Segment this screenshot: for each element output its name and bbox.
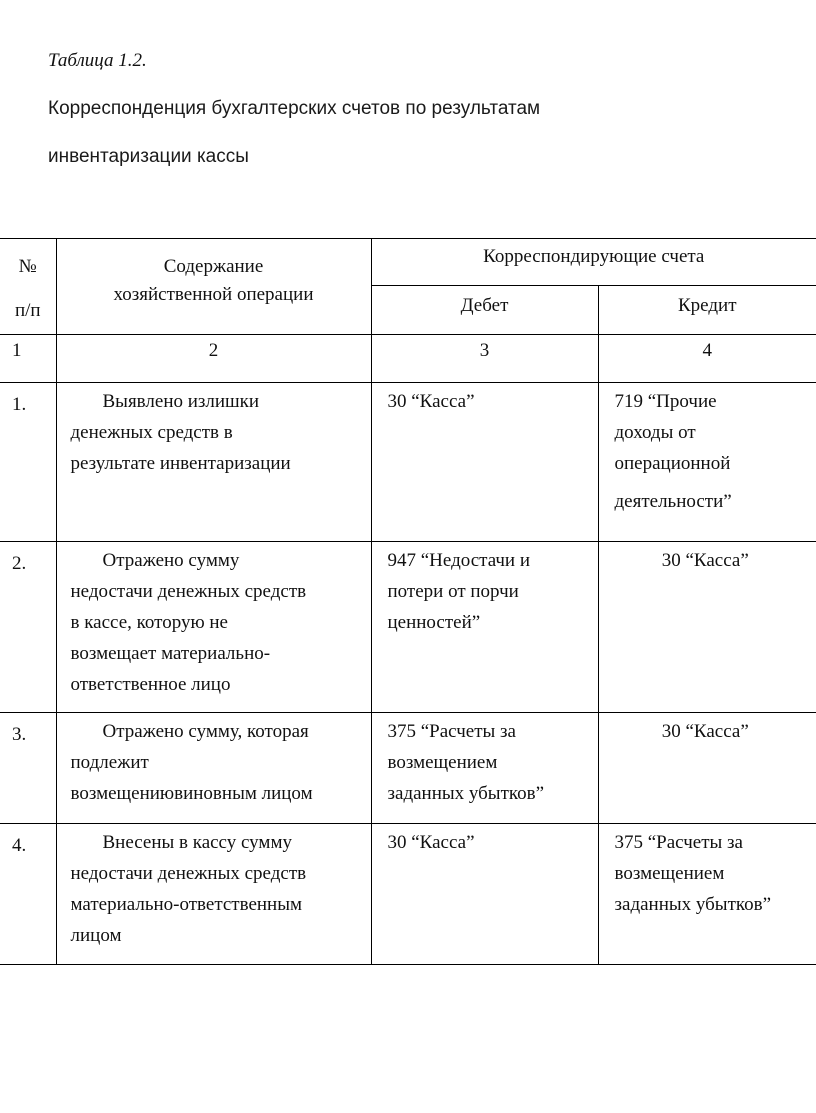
accounts-correspondence-table: [0, 238, 816, 965]
header-debit: Дебет: [371, 286, 598, 335]
operation-description: [56, 824, 371, 965]
header-credit: Кредит: [598, 286, 816, 335]
table-row: [0, 713, 816, 824]
header-content-line-1: Содержание: [163, 256, 264, 277]
row-number: 1.: [0, 383, 56, 542]
debit-account: [371, 383, 598, 542]
operation-description: [56, 713, 371, 824]
row-number: 2.: [0, 542, 56, 713]
credit-line: 375 “Расчеты за: [614, 832, 743, 853]
header-content-cell: [56, 239, 371, 335]
debit-account: [371, 824, 598, 965]
operation-description: [56, 542, 371, 713]
credit-line: операционной: [614, 453, 731, 474]
debit-account: [371, 542, 598, 713]
header-corresponding-accounts: Корреспондирующие счета: [371, 239, 816, 286]
operation-line: Отражено сумму, которая: [102, 721, 309, 742]
credit-line: деятельности”: [614, 491, 732, 512]
row-number: 3.: [0, 713, 56, 824]
table-heading-line-2: инвентаризации кассы: [48, 146, 249, 167]
operation-line: возмещает материально-: [70, 643, 271, 664]
credit-line: 30 “Касса”: [661, 721, 749, 742]
debit-line: 947 “Недостачи и: [387, 550, 531, 571]
debit-line: 30 “Касса”: [387, 832, 475, 853]
operation-line: лицом: [70, 925, 122, 946]
debit-line: 30 “Касса”: [387, 391, 475, 412]
header-number-label: п/п: [14, 300, 41, 321]
credit-account: [598, 542, 816, 713]
operation-line: результате инвентаризации: [70, 453, 291, 474]
debit-line: 375 “Расчеты за: [387, 721, 516, 742]
table-row: [0, 383, 816, 542]
operation-line: Внесены в кассу сумму: [102, 832, 292, 853]
row-number: 4.: [0, 824, 56, 965]
debit-line: возмещением: [387, 752, 498, 773]
credit-account: [598, 383, 816, 542]
credit-account: [598, 824, 816, 965]
credit-line: возмещением: [614, 863, 725, 884]
debit-line: ценностей”: [387, 612, 481, 633]
credit-line: доходы от: [614, 422, 696, 443]
table-row: [0, 824, 816, 965]
operation-line: денежных средств в: [70, 422, 233, 443]
column-number-4: 4: [598, 335, 816, 383]
operation-line: ответственное лицо: [70, 674, 231, 695]
table-header-row: [0, 239, 816, 286]
operation-line: недостачи денежных средств: [70, 863, 307, 884]
column-number-2: 2: [56, 335, 371, 383]
operation-line: материально-ответственным: [70, 894, 303, 915]
header-number-sign: №: [18, 256, 37, 277]
credit-line: 30 “Касса”: [661, 550, 749, 571]
operation-line: Выявлено излишки: [102, 391, 260, 412]
column-number-1: 1: [0, 335, 56, 383]
column-numbers-row: [0, 335, 816, 383]
operation-line: в кассе, которую не: [70, 612, 228, 633]
column-number-3: 3: [371, 335, 598, 383]
credit-line: заданных убытков”: [614, 894, 772, 915]
credit-line: 719 “Прочие: [614, 391, 717, 412]
table-caption: Таблица 1.2.: [48, 50, 147, 71]
operation-line: Отражено сумму: [102, 550, 240, 571]
operation-line: подлежит: [70, 752, 149, 773]
debit-line: потери от порчи: [387, 581, 519, 602]
table-heading-line-1: Корреспонденция бухгалтерских счетов по результатам: [48, 98, 541, 119]
debit-account: [371, 713, 598, 824]
operation-line: возмещениювиновным лицом: [70, 783, 313, 804]
header-number-cell: [0, 239, 56, 335]
table-row: [0, 542, 816, 713]
credit-account: [598, 713, 816, 824]
debit-line: заданных убытков”: [387, 783, 545, 804]
operation-line: недостачи денежных средств: [70, 581, 307, 602]
header-content-line-2: хозяйственной операции: [113, 284, 314, 305]
operation-description: [56, 383, 371, 542]
